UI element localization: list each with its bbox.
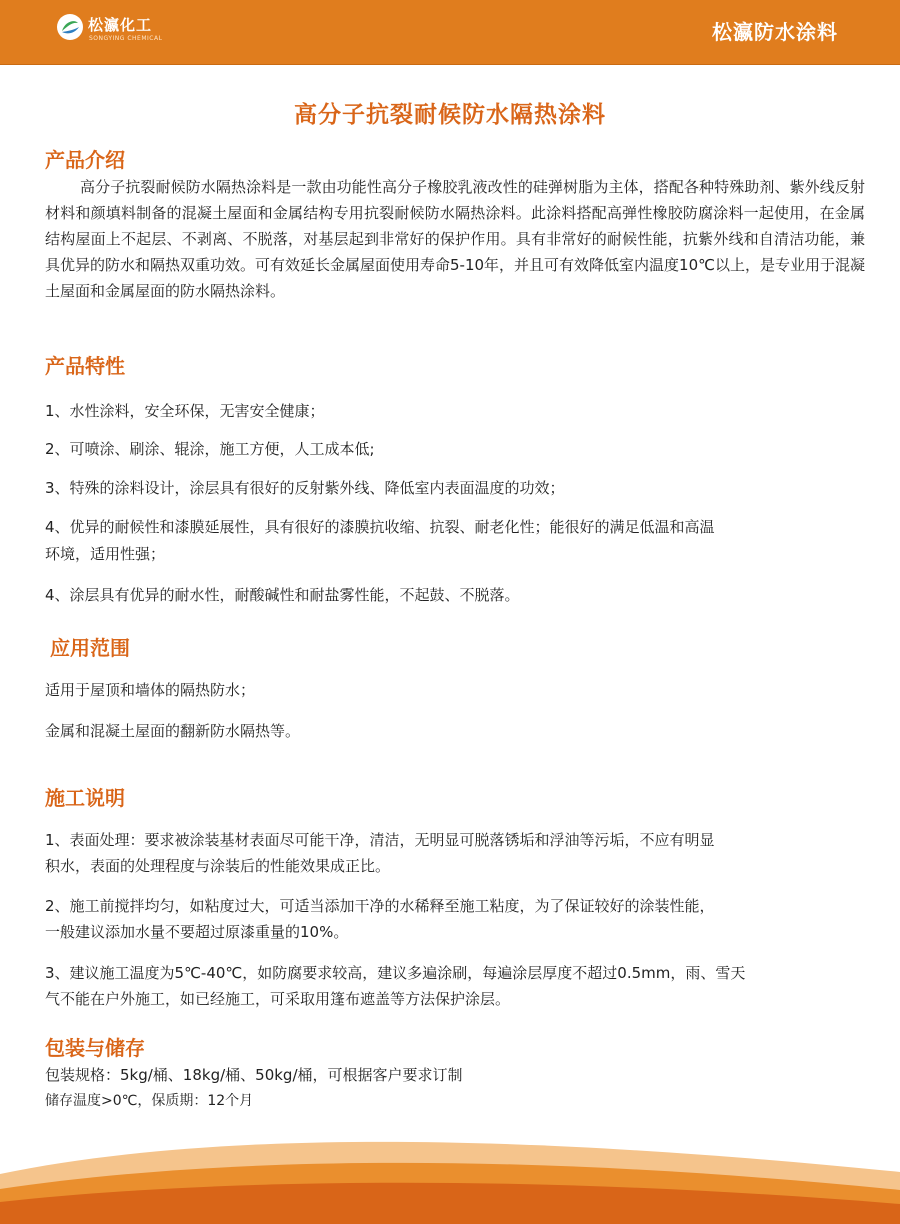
construction-line: 3、建议施工温度为5℃-40℃，如防腐要求较高，建议多遍涂刷，每遍涂层厚度不超过0.5mm，雨、雪天 — [45, 964, 746, 982]
features-heading: 产品特性 — [45, 354, 125, 378]
logo-chinese-name: 松瀛化工 — [88, 16, 153, 34]
construction-heading: 施工说明 — [45, 786, 125, 810]
feature-item: 2、可喷涂、刷涂、辊涂，施工方便，人工成本低; — [45, 440, 375, 458]
header-bar — [0, 0, 900, 65]
storage-info: 储存温度>0℃，保质期：12个月 — [45, 1093, 254, 1109]
feature-item: 4、涂层具有优异的耐水性，耐酸碱性和耐盐雾性能，不起鼓、不脱落。 — [45, 586, 520, 604]
company-logo — [56, 10, 236, 50]
construction-line: 一般建议添加水量不要超过原漆重量的10%。 — [45, 923, 349, 941]
scope-heading: 应用范围 — [50, 636, 130, 660]
feature-item: 1、水性涂料，安全环保，无害安全健康； — [45, 402, 325, 420]
logo-english-name: SONGYING CHEMICAL — [89, 35, 163, 42]
scope-item: 适用于屋顶和墙体的隔热防水； — [45, 681, 256, 699]
construction-line: 气不能在户外施工，如已经施工，可采取用篷布遮盖等方法保护涂层。 — [45, 990, 511, 1008]
scope-item: 金属和混凝土屋面的翻新防水隔热等。 — [45, 722, 301, 740]
packaging-heading: 包装与储存 — [45, 1036, 145, 1060]
intro-heading: 产品介绍 — [45, 148, 125, 172]
construction-line: 1、表面处理：要求被涂装基材表面尽可能干净，清洁，无明显可脱落锈垢和浮油等污垢，不应有明显 — [45, 831, 715, 849]
construction-line: 积水，表面的处理程度与涂装后的性能效果成正比。 — [45, 857, 391, 875]
document-title: 高分子抗裂耐候防水隔热涂料 — [294, 102, 606, 128]
construction-line: 2、施工前搅拌均匀，如粘度过大，可适当添加干净的水稀释至施工粘度，为了保证较好的涂装性能， — [45, 897, 715, 915]
feature-item: 4、优异的耐候性和漆膜延展性，具有很好的漆膜抗收缩、抗裂、耐老化性；能很好的满足低温和高温 — [45, 518, 715, 536]
footer-wave-decoration — [0, 1134, 900, 1224]
brand-title: 松瀛防水涂料 — [712, 20, 838, 44]
feature-item: 3、特殊的涂料设计，涂层具有很好的反射紫外线、降低室内表面温度的功效； — [45, 479, 565, 497]
feature-item-continued: 环境，适用性强； — [45, 545, 166, 563]
packaging-spec: 包装规格：5kg/桶、18kg/桶、50kg/桶，可根据客户要求订制 — [45, 1066, 463, 1084]
intro-paragraph: 高分子抗裂耐候防水隔热涂料是一款由功能性高分子橡胶乳液改性的硅弹树脂为主体，搭配各种特殊助剂、紫外线反射材料和颜填料制备的混凝土屋面和金属结构专用抗裂耐候防水隔热涂料。此涂料搭配高弹性橡胶防腐涂料一起使用，在金属结构屋面上不起层、不剥离、不脱落，对基层起到非常好的保护作用。具有非常好的耐候性能，抗紫外线和自清洁功能，兼具优异的防水和隔热双重功效。可有效延长金属屋面使用寿命5-10年，并且可有效降低室内温度10℃以上，是专业用于混凝土屋面和金属屋面的防水隔热涂料。 — [45, 178, 865, 300]
logo-emblem-icon — [56, 13, 84, 41]
